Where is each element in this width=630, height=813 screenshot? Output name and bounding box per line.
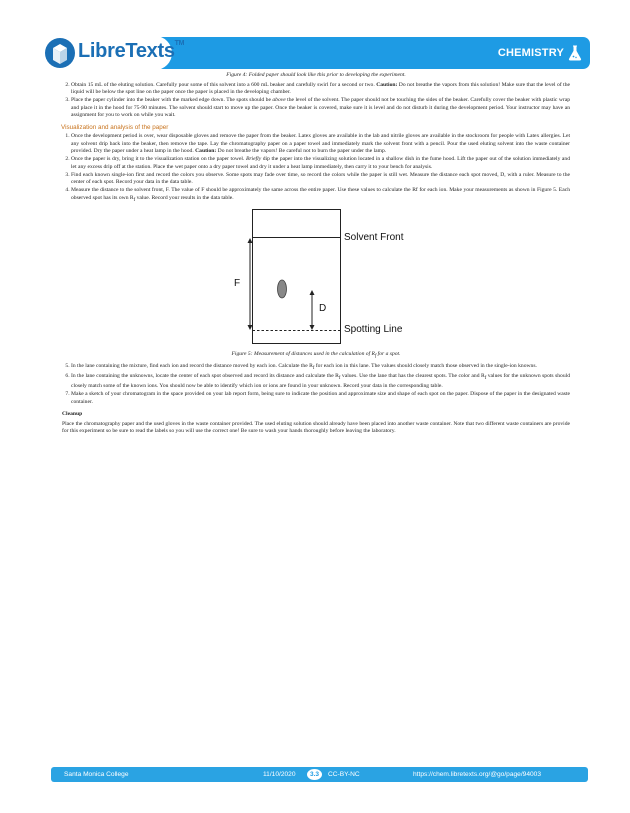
footer-college: Santa Monica College: [64, 771, 129, 778]
logo-wordmark: LibreTexts™: [78, 40, 185, 62]
list-item: 1. Once the development period is over, wear disposable gloves and remove the paper from the beaker. Latex gloves are available in the lab and nitrile gloves are available in the stockroom for people with Latex allergies. Let any solvent drip back into the beaker, then remove the tape. Lay the chromatography paper on a paper towel and immediately mark the solvent front with a pencil. Pour the used eluting solvent into the waste container provided. Dry the paper under a heat lamp in the hood. Caution: Do not breathe the vapors! Be careful not to burn the paper under the lamp.: [71, 133, 570, 156]
paper-outline: [253, 210, 341, 344]
list-item: 5. In the lane containing the mixture, find each ion and record the distance moved by each ion. Calculate the $R_f$ for each ion in this lane. The values should closely match those observed in the single-ion knowns.: [71, 363, 570, 373]
figure5-caption: Figure 5: Measurement of distances used in the calculation of $R_f$ for a spot.: [231, 351, 401, 360]
cleanup-heading: Cleanup: [62, 411, 83, 417]
page-footer: [51, 767, 588, 782]
solvent-front-label: Solvent Front: [344, 232, 404, 244]
visualization-steps-continued: [62, 363, 570, 406]
figure5-diagram: [62, 209, 570, 345]
flask-icon: [568, 45, 582, 61]
list-item: 2. Obtain 15 mL of the eluting solution. Carefully pour some of this solvent into a 600 mL beaker and carefully swirl for a second or two. Caution: Do not breathe the vapors from this solution! Make sure that the level of the liquid will be below the spot line on the paper once the paper is placed in the developing chamber.: [71, 82, 570, 97]
footer-url[interactable]: https://chem.libretexts.org/@go/page/94003: [413, 771, 542, 778]
f-arrow: [248, 238, 253, 330]
visualization-steps: [62, 133, 570, 204]
list-item: 6. In the lane containing the unknowns, locate the center of each spot observed and record its distance and calculate the $R_f$ values. Use the lane that has the clearest spots. The color and $R_f$ values for the unknown spots should closely match some of the known ions. You should now be able to identify which ion or ions are found in your unknown. Record your data in the corresponding table.: [71, 373, 570, 390]
logo-emblem-icon: [45, 38, 75, 68]
chemistry-label[interactable]: CHEMISTRY: [497, 47, 564, 59]
list-item: 3. Place the paper cylinder into the beaker with the marked edge down. The spots should be above the level of the solvent. The paper should not be touching the sides of the beaker. Carefully cover the beaker with plastic wrap and place it in the hood for 75-90 minutes. The solvent should start to move up the paper. Once the beaker is covered, make sure it is level and do not disturb it during the development period. Your instructor may have an assignment for you to work on while you wait.: [71, 97, 570, 120]
spot: [278, 280, 287, 298]
list-item: 4. Measure the distance to the solvent front, F. The value of F should be approximately the same across the entire paper. Use these values to calculate the Rf for each ion. Make your measurements as shown in Figure 5. Each observed spot has its own $R_f$ value. Record your results in the data table.: [71, 187, 570, 204]
page-number: 3.3: [307, 769, 322, 780]
page-header: [42, 36, 590, 70]
list-item: 3. Find each known single-ion first and record the colors you observe. Some spots may fade over time, so record the colors while the paper is still wet. Measure the distance each spot moved, D, with a ruler. Measure to the center of each spot. Record your data in the data table.: [71, 172, 570, 187]
cleanup-text: Place the chromatography paper and the used gloves in the waste container provided. The used eluting solution should already have been placed into another waste container. Note that two different waste containers are provide for this experiment so be sure to read the labels so you will use the correct one! Be sure to wash your hands thoroughly before leaving the laboratory.: [62, 420, 570, 434]
visualization-section-title: Visualization and analysis of the paper: [61, 123, 169, 131]
d-label: D: [319, 303, 327, 315]
procedure-steps-top: [62, 82, 570, 120]
figure4-caption: Figure 4: Folded paper should look like this prior to developing the experiment.: [226, 72, 406, 78]
chromatogram-diagram: [62, 209, 570, 345]
document-body: [62, 72, 570, 436]
f-label: F: [234, 278, 241, 290]
footer-license: CC-BY-NC: [328, 771, 360, 778]
spotting-line-label: Spotting Line: [344, 324, 403, 336]
list-item: 2. Once the paper is dry, bring it to the visualization station on the paper towel. Briefly dip the paper into the visualizing solution located in a shallow dish in the fume hood. Lift the paper out of the solution immediately and let any excess drip off at the station. Place the wet paper onto a dry paper towel and dry it under a heat lamp immediately, then carry it to your bench for analysis.: [71, 156, 570, 171]
libretexts-logo[interactable]: [42, 36, 185, 70]
list-item: 7. Make a sketch of your chromatogram in the space provided on your lab report form, being sure to indicate the position and approximate size and shape of each spot on the paper. Dispose of the paper in the designated waste container.: [71, 391, 570, 406]
footer-date: 11/10/2020: [263, 771, 296, 778]
